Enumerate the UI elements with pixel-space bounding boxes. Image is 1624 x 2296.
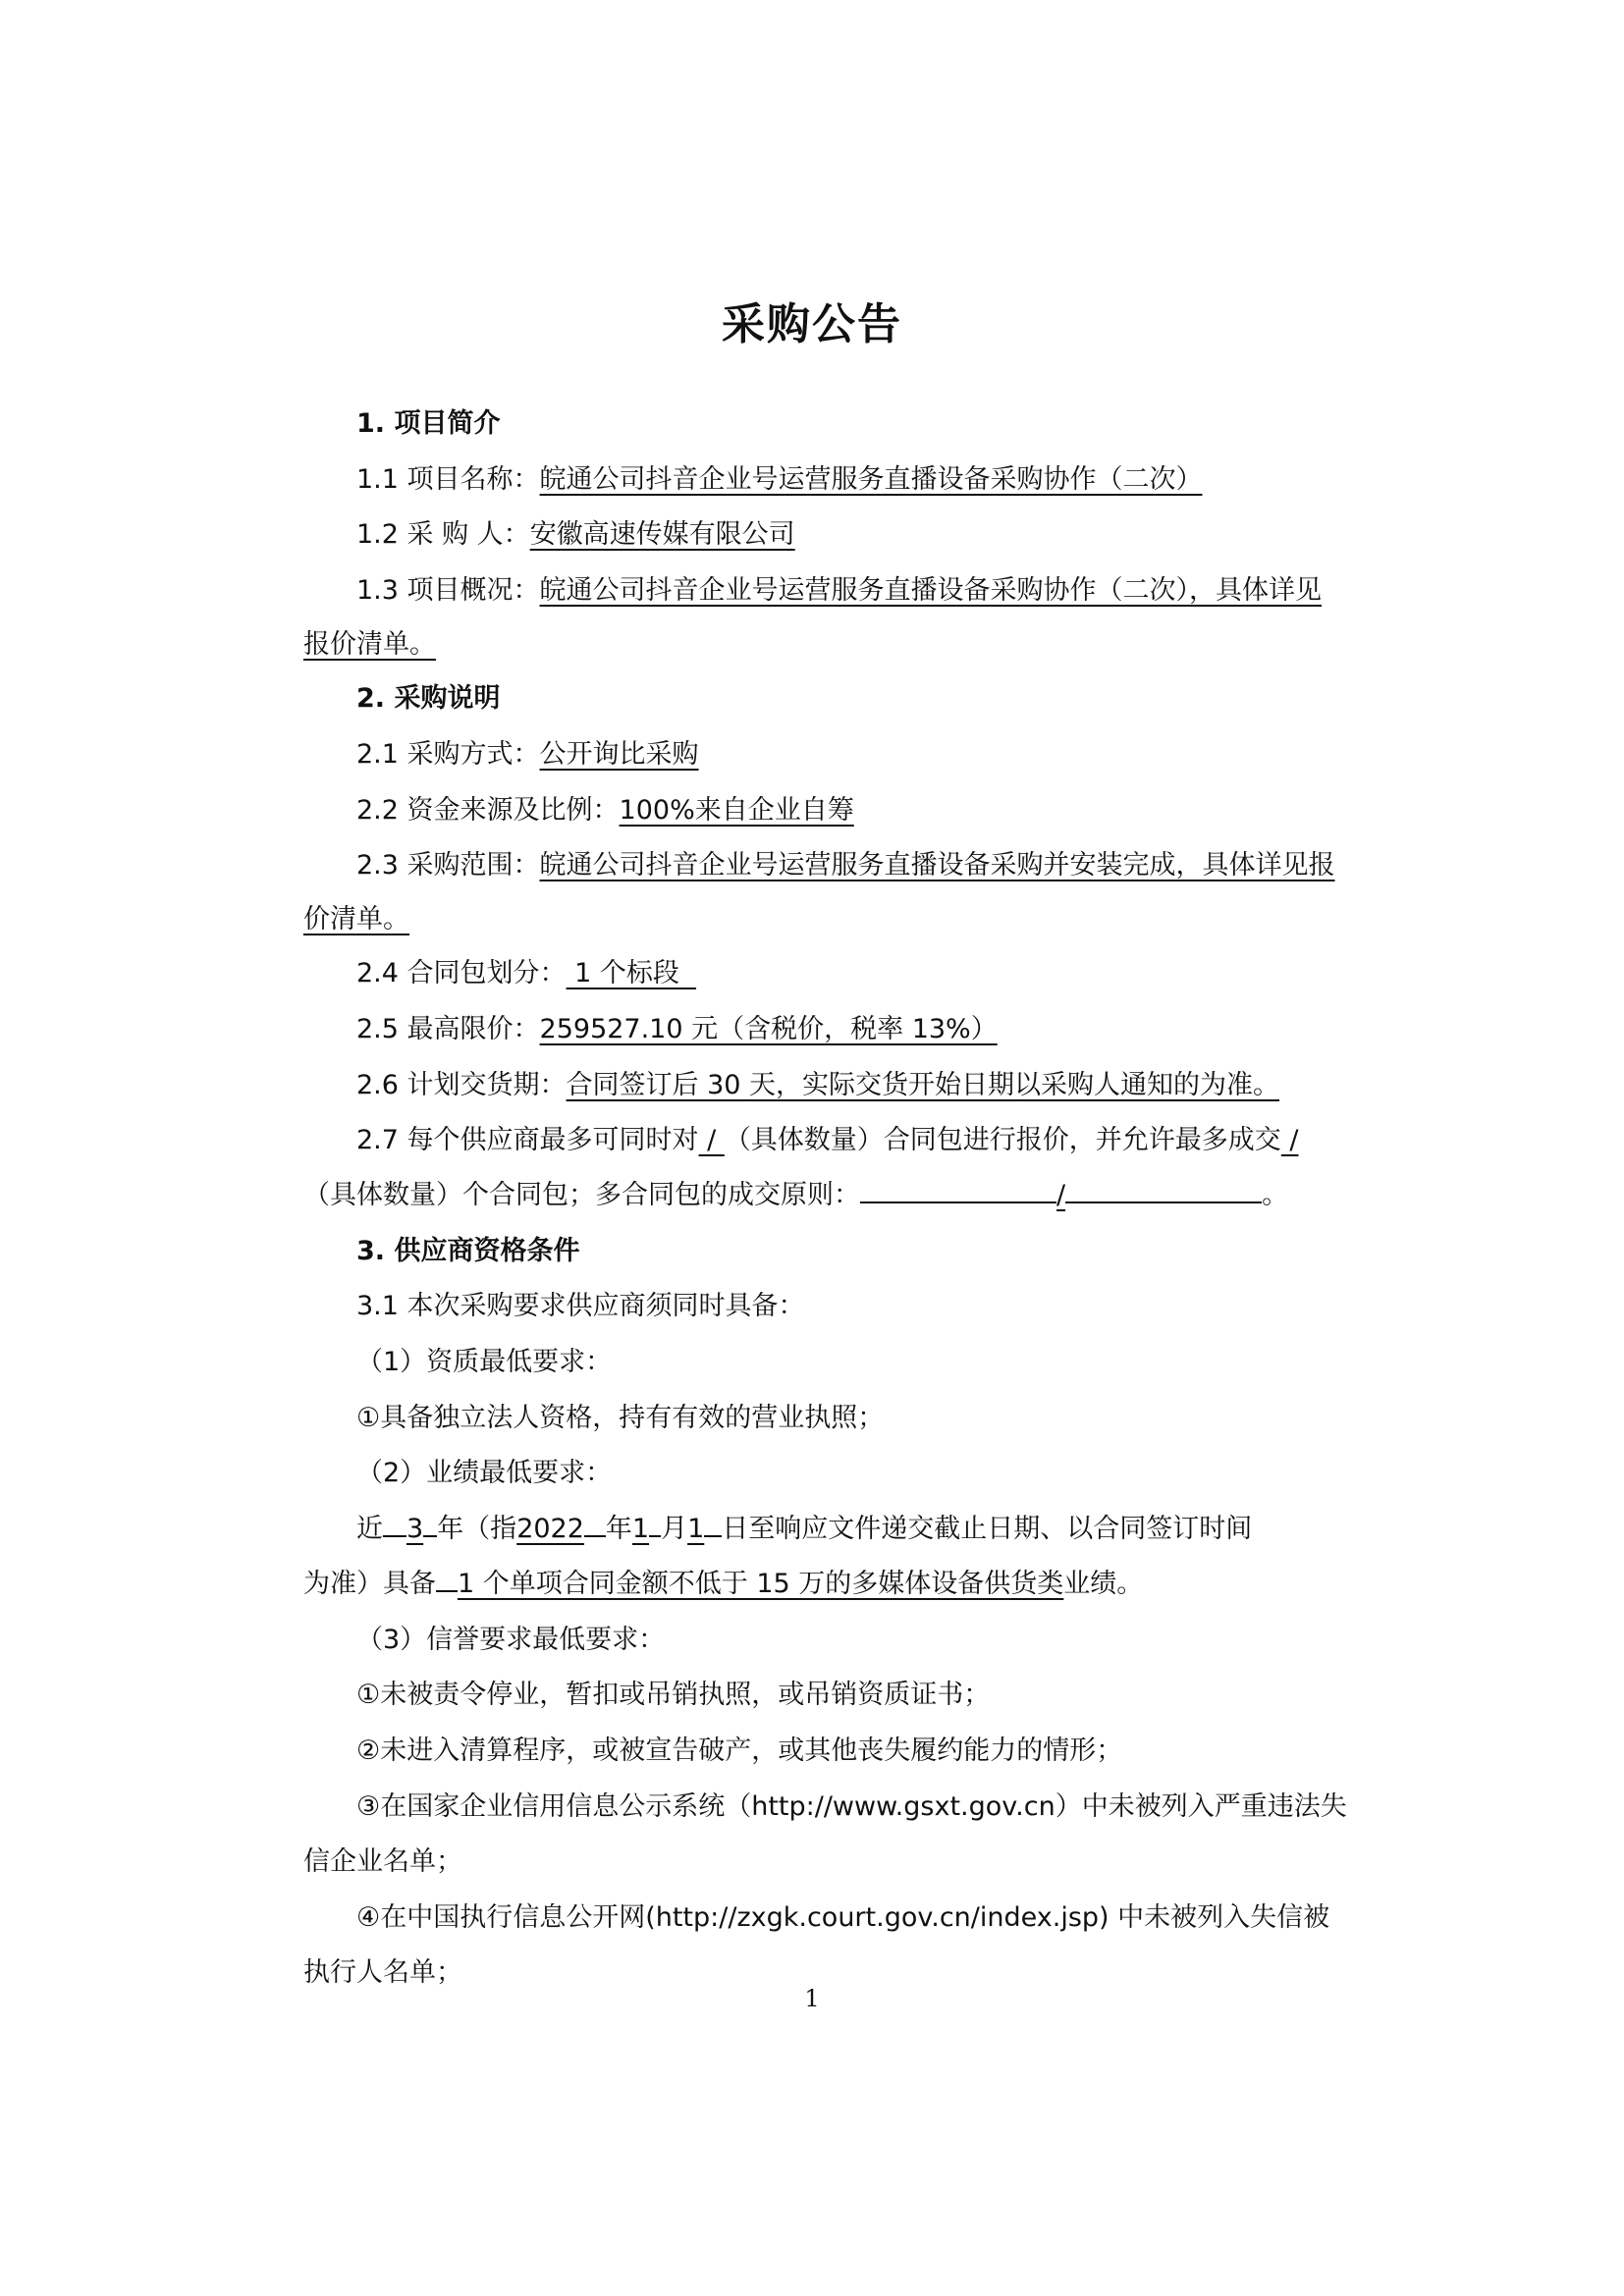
item-1-3-continued	[303, 625, 436, 665]
years-underline-post	[423, 1510, 437, 1537]
performance-text-1: 近	[356, 1514, 383, 1544]
performance-requirement-value: 1 个单项合同金额不低于 15 万的多媒体设备供货类	[458, 1569, 1064, 1599]
performance-heading: （2）业绩最低要求：	[356, 1458, 613, 1488]
credit-item-4-continued: 执行人名单；	[303, 1957, 462, 1988]
item-3-1: 3.1 本次采购要求供应商须同时具备：	[356, 1291, 805, 1321]
delivery-period-value: 合同签订后 30 天，实际交货开始日期以采购人通知的为准。	[566, 1070, 1280, 1100]
credit-item-3-continued: 信企业名单；	[303, 1846, 462, 1877]
day-underline-post	[704, 1510, 722, 1537]
performance-text-7: 业绩。	[1063, 1569, 1144, 1599]
page-title: 采购公告	[722, 299, 902, 349]
performance-line-1	[356, 1510, 1252, 1549]
item-2-7-continued	[303, 1176, 1288, 1215]
project-overview-value: 皖通公司抖音企业号运营服务直播设备采购协作（二次），具体详见	[539, 575, 1323, 606]
project-overview-value-cont: 报价清单。	[303, 629, 436, 660]
credit-item-1: ①未被责令停业，暂扣或吊销执照，或吊销资质证书；	[356, 1680, 991, 1710]
performance-text-6: 为准）具备	[303, 1569, 436, 1599]
max-price-value: 259527.10 元（含税价，税率 13%）	[539, 1014, 998, 1044]
purchase-method-value: 公开询比采购	[539, 739, 699, 770]
item-1-3-label: 1.3 项目概况：	[356, 575, 540, 606]
item-2-2	[356, 791, 854, 830]
item-2-3	[356, 846, 1335, 885]
item-2-6	[356, 1066, 1279, 1105]
credit-item-4: ④在中国执行信息公开网(http://zxgk.court.gov.cn/index.jsp) 中未被列入失信被	[356, 1902, 1330, 1933]
item-2-7	[356, 1121, 1298, 1160]
performance-underline-pre	[436, 1565, 458, 1592]
item-1-1	[356, 460, 1203, 500]
max-bid-lots-value: /	[698, 1125, 725, 1155]
performance-start-day: 1	[687, 1514, 705, 1544]
item-2-3-continued	[303, 900, 409, 939]
performance-text-5: 日至响应文件递交截止日期、以合同签订时间	[722, 1514, 1253, 1544]
item-2-4	[356, 954, 696, 993]
award-principle-blank-2	[1065, 1176, 1262, 1203]
credit-heading: （3）信誉要求最低要求：	[356, 1625, 666, 1655]
performance-text-4: 月	[661, 1514, 688, 1544]
section-2-heading: 2. 采购说明	[356, 683, 501, 714]
award-principle-slash: /	[1056, 1180, 1066, 1210]
item-2-5	[356, 1010, 998, 1049]
item-2-6-label: 2.6 计划交货期：	[356, 1070, 567, 1100]
years-underline-pre	[383, 1510, 406, 1537]
item-2-1-label: 2.1 采购方式：	[356, 739, 540, 770]
item-2-7-end: 。	[1262, 1180, 1289, 1210]
item-2-2-label: 2.2 资金来源及比例：	[356, 795, 620, 826]
year-underline-post	[584, 1510, 606, 1537]
qualification-item-1: ①具备独立法人资格，持有有效的营业执照；	[356, 1403, 885, 1433]
page-number: 1	[804, 1985, 820, 2012]
item-2-3-label: 2.3 采购范围：	[356, 850, 540, 881]
purchase-scope-value: 皖通公司抖音企业号运营服务直播设备采购并安装完成，具体详见报	[539, 850, 1335, 881]
item-2-5-label: 2.5 最高限价：	[356, 1014, 540, 1044]
performance-text-3: 年	[605, 1514, 632, 1544]
item-1-2	[356, 515, 795, 555]
performance-start-month: 1	[631, 1514, 650, 1544]
purchase-scope-value-cont: 价清单。	[303, 904, 409, 934]
performance-text-2: 年（指	[437, 1514, 517, 1544]
item-1-3	[356, 571, 1322, 611]
purchaser-value: 安徽高速传媒有限公司	[529, 519, 795, 550]
project-name-value: 皖通公司抖音企业号运营服务直播设备采购协作（二次）	[539, 464, 1203, 495]
item-2-7-text-b: （具体数量）合同包进行报价，并允许最多成交	[724, 1125, 1281, 1155]
funding-source-value: 100%来自企业自筹	[619, 795, 854, 826]
credit-item-3: ③在国家企业信用信息公示系统（http://www.gsxt.gov.cn）中未被列入严重违法失	[356, 1791, 1347, 1822]
item-1-2-label: 1.2 采 购 人：	[356, 519, 530, 550]
item-2-1	[356, 735, 699, 774]
qualification-heading: （1）资质最低要求：	[356, 1347, 613, 1377]
month-underline-post	[649, 1510, 661, 1537]
item-2-4-label: 2.4 合同包划分：	[356, 958, 567, 988]
performance-years-value: 3	[406, 1514, 424, 1544]
credit-item-2: ②未进入清算程序，或被宣告破产，或其他丧失履约能力的情形；	[356, 1735, 1123, 1766]
award-principle-blank-1	[860, 1176, 1056, 1203]
item-1-1-label: 1.1 项目名称：	[356, 464, 540, 495]
item-2-7-text-c: （具体数量）个合同包；多合同包的成交原则：	[303, 1180, 860, 1210]
max-award-lots-value: /	[1280, 1125, 1299, 1155]
item-2-7-text-a: 2.7 每个供应商最多可同时对	[356, 1125, 699, 1155]
performance-start-year: 2022	[516, 1514, 584, 1544]
section-1-heading: 1. 项目简介	[356, 408, 501, 439]
section-3-heading: 3. 供应商资格条件	[356, 1236, 580, 1266]
performance-line-2	[303, 1565, 1143, 1604]
contract-lots-value: 1 个标段	[566, 958, 697, 988]
